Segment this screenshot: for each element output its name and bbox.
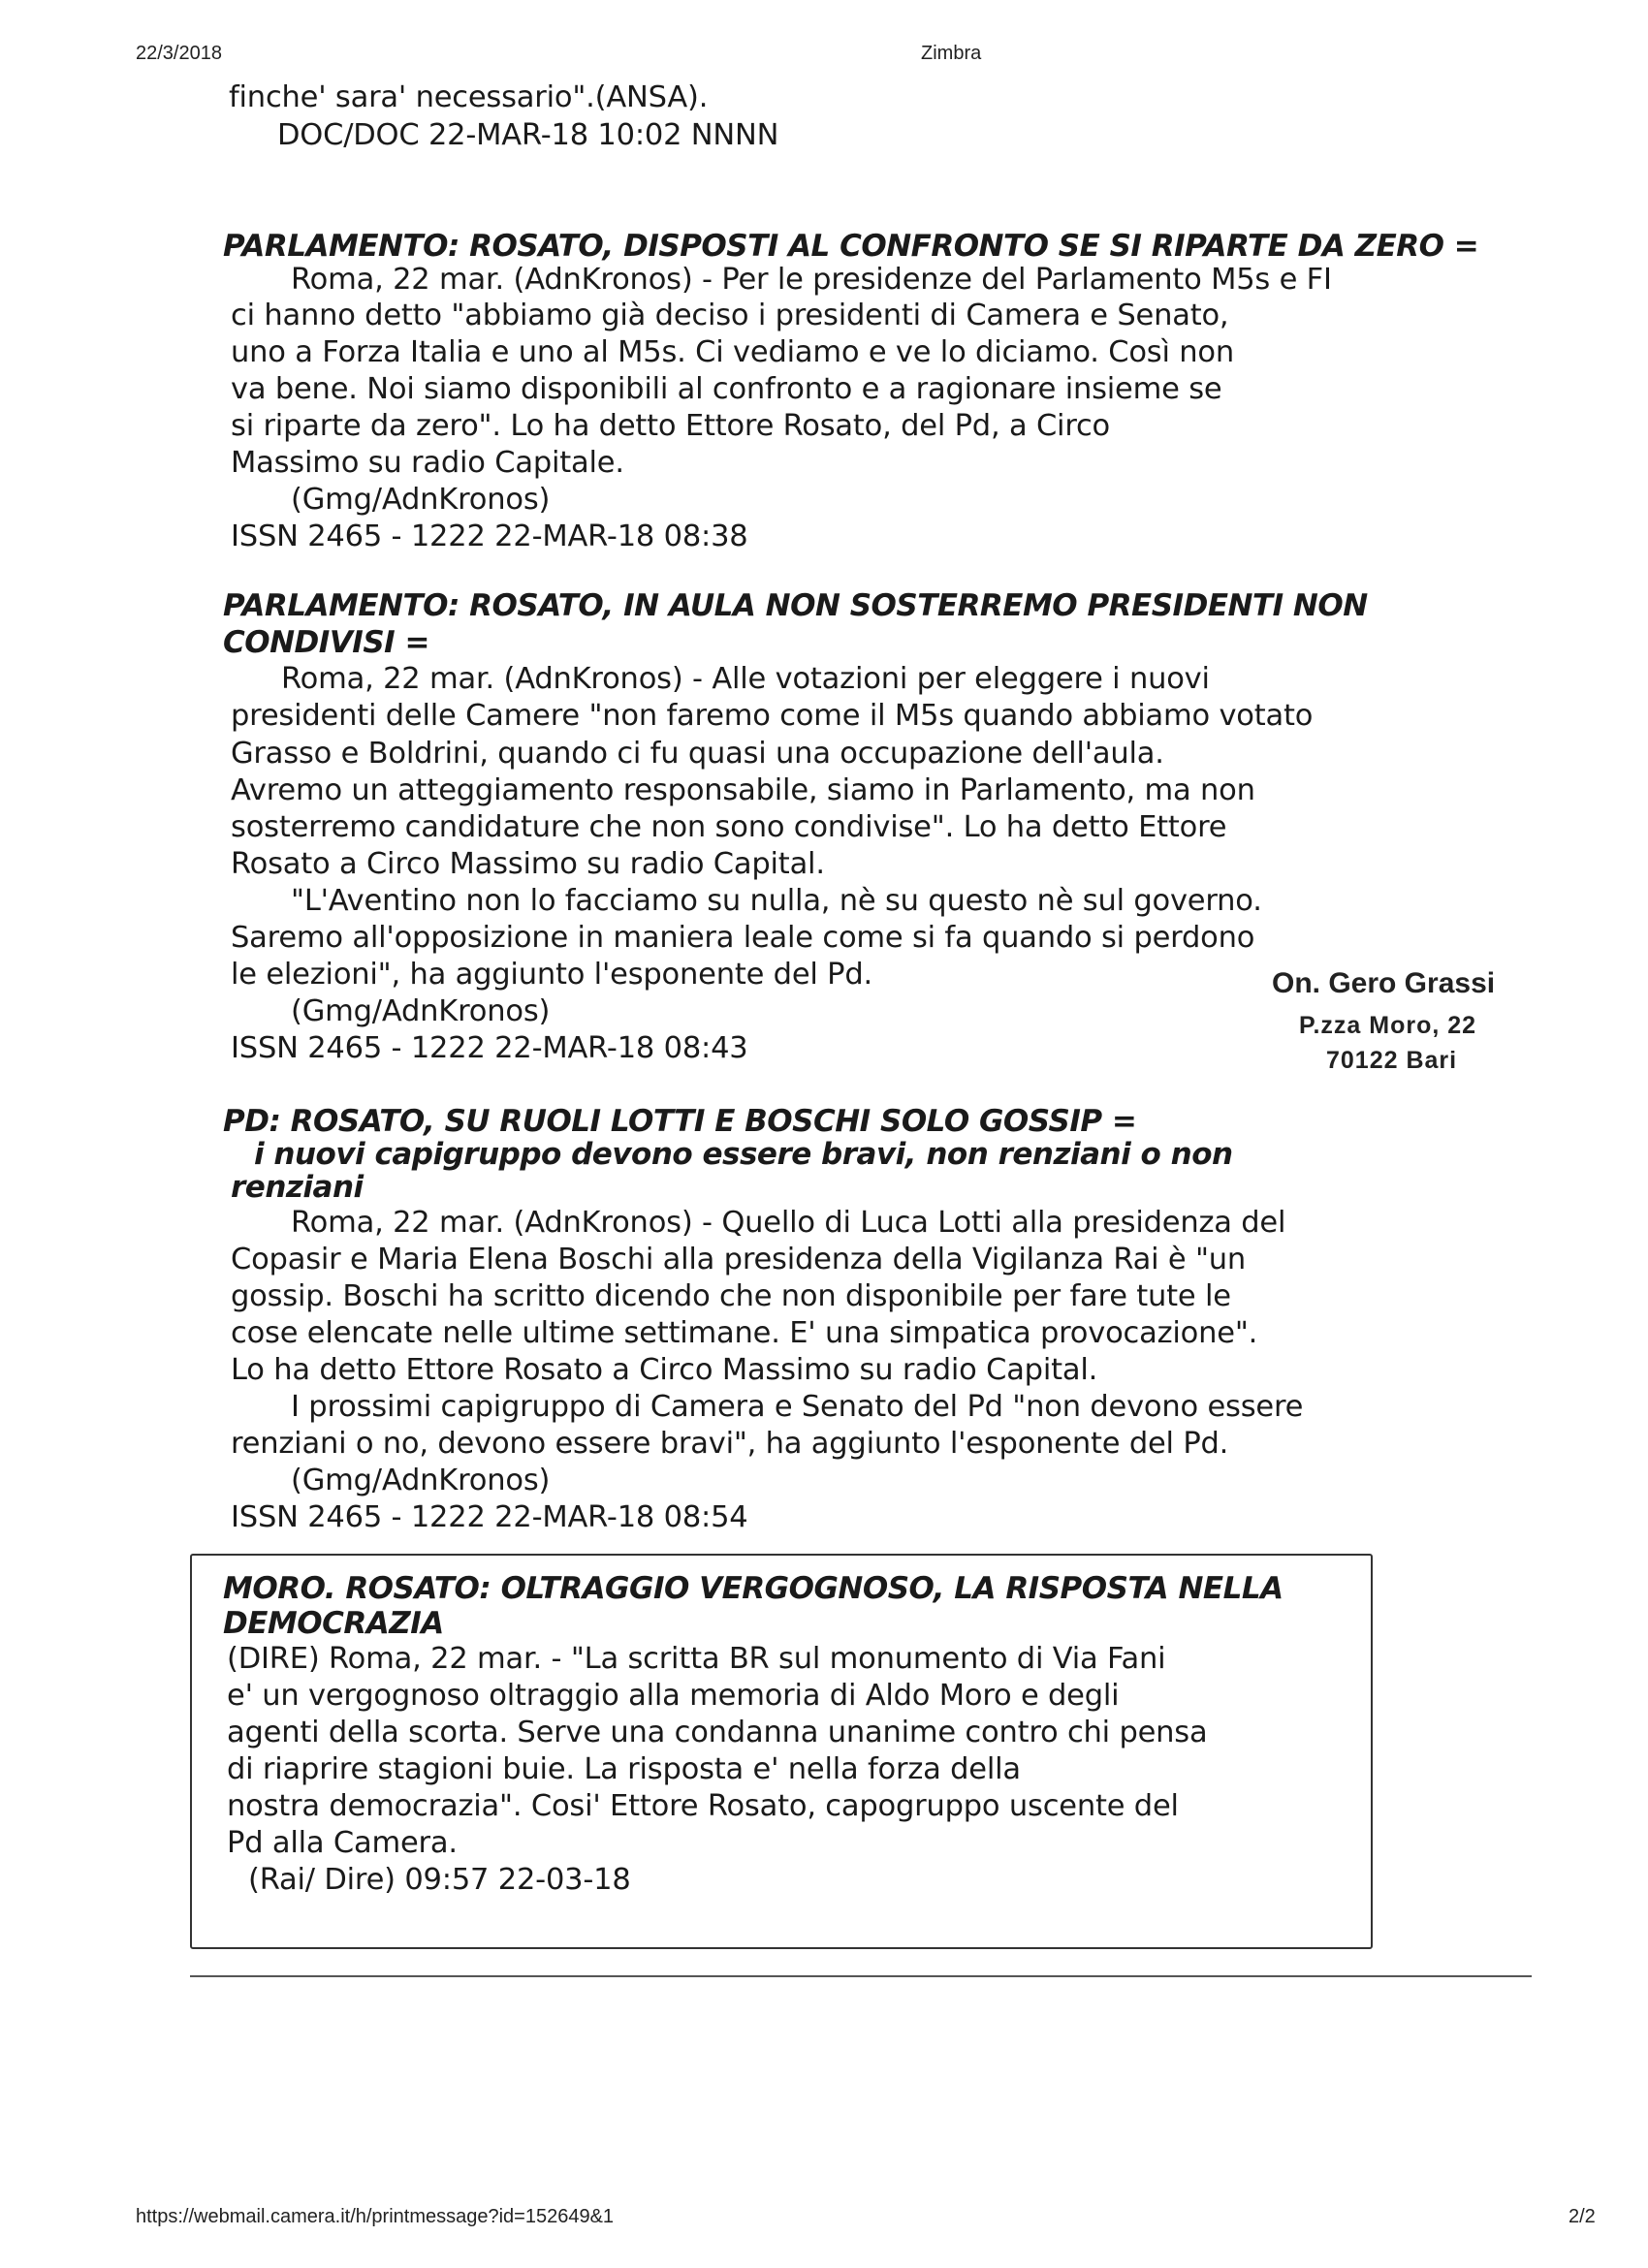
article-body-line: le elezioni", ha aggiunto l'esponente del Pd. bbox=[231, 958, 873, 992]
article-title: PARLAMENTO: ROSATO, DISPOSTI AL CONFRONTO SE SI RIPARTE DA ZERO = bbox=[223, 229, 1479, 264]
article-body-line: Massimo su radio Capitale. bbox=[231, 446, 624, 480]
print-date: 22/3/2018 bbox=[136, 43, 222, 64]
article-body-line: gossip. Boschi ha scritto dicendo che non disponibile per fare tute le bbox=[231, 1279, 1231, 1313]
article-body-line: Rosato a Circo Massimo su radio Capital. bbox=[231, 847, 825, 881]
article-body-line: Lo ha detto Ettore Rosato a Circo Massimo su radio Capital. bbox=[231, 1353, 1098, 1387]
article-body-line: Grasso e Boldrini, quando ci fu quasi una occupazione dell'aula. bbox=[231, 737, 1164, 771]
article-body-line: renziani o no, devono essere bravi", ha aggiunto l'esponente del Pd. bbox=[231, 1427, 1229, 1461]
article-body-line: (Gmg/AdnKronos) bbox=[291, 1464, 551, 1497]
article-body-line: si riparte da zero". Lo ha detto Ettore Rosato, del Pd, a Circo bbox=[231, 409, 1111, 443]
article-body-line: Roma, 22 mar. (AdnKronos) - Per le presidenze del Parlamento M5s e FI bbox=[291, 263, 1332, 297]
article-body-line: Pd alla Camera. bbox=[227, 1826, 458, 1860]
intro-line: DOC/DOC 22-MAR-18 10:02 NNNN bbox=[277, 118, 779, 152]
article-body-line: Copasir e Maria Elena Boschi alla presidenza della Vigilanza Rai è "un bbox=[231, 1243, 1247, 1276]
article-body-line: (Gmg/AdnKronos) bbox=[291, 483, 551, 517]
article-body-line: (DIRE) Roma, 22 mar. - "La scritta BR sul monumento di Via Fani bbox=[227, 1642, 1166, 1676]
article-body-line: ISSN 2465 - 1222 22-MAR-18 08:38 bbox=[231, 520, 748, 553]
address-stamp-city: 70122 Bari bbox=[1326, 1047, 1458, 1074]
print-app-name: Zimbra bbox=[921, 43, 982, 64]
intro-line: finche' sara' necessario".(ANSA). bbox=[229, 80, 709, 114]
article-title: MORO. ROSATO: OLTRAGGIO VERGOGNOSO, LA RISPOSTA NELLA bbox=[223, 1571, 1284, 1606]
article-title: DEMOCRAZIA bbox=[223, 1606, 444, 1641]
address-stamp-street: P.zza Moro, 22 bbox=[1299, 1012, 1477, 1039]
article-body-line: Saremo all'opposizione in maniera leale come si fa quando si perdono bbox=[231, 921, 1255, 955]
print-url: https://webmail.camera.it/h/printmessage?id=152649&1 bbox=[136, 2206, 615, 2227]
article-body-line: I prossimi capigruppo di Camera e Senato del Pd "non devono essere bbox=[291, 1390, 1304, 1424]
article-body-line: e' un vergognoso oltraggio alla memoria di Aldo Moro e degli bbox=[227, 1679, 1120, 1713]
article-body-line: Roma, 22 mar. (AdnKronos) - Alle votazioni per eleggere i nuovi bbox=[281, 662, 1210, 696]
address-stamp-name: On. Gero Grassi bbox=[1272, 967, 1496, 999]
page-number: 2/2 bbox=[1569, 2206, 1596, 2227]
article-body-line: Roma, 22 mar. (AdnKronos) - Quello di Luca Lotti alla presidenza del bbox=[291, 1206, 1286, 1240]
article-body-line: uno a Forza Italia e uno al M5s. Ci vediamo e ve lo diciamo. Così non bbox=[231, 335, 1234, 369]
article-body-line: nostra democrazia". Cosi' Ettore Rosato, capogruppo uscente del bbox=[227, 1789, 1179, 1823]
article-body-line: Avremo un atteggiamento responsabile, siamo in Parlamento, ma non bbox=[231, 773, 1255, 807]
article-body-line: va bene. Noi siamo disponibili al confronto e a ragionare insieme se bbox=[231, 372, 1222, 406]
article-title: PD: ROSATO, SU RUOLI LOTTI E BOSCHI SOLO GOSSIP = bbox=[223, 1104, 1137, 1139]
article-title: CONDIVISI = bbox=[223, 625, 429, 660]
article-body-line: (Rai/ Dire) 09:57 22-03-18 bbox=[248, 1863, 631, 1897]
article-subtitle: renziani bbox=[231, 1170, 364, 1205]
article-body-line: ci hanno detto "abbiamo già deciso i presidenti di Camera e Senato, bbox=[231, 299, 1229, 332]
article-body-line: di riaprire stagioni buie. La risposta e' nella forza della bbox=[227, 1752, 1021, 1786]
separator-line bbox=[190, 1975, 1532, 1977]
article-body-line: "L'Aventino non lo facciamo su nulla, nè su questo nè sul governo. bbox=[291, 884, 1262, 918]
article-body-line: presidenti delle Camere "non faremo come il M5s quando abbiamo votato bbox=[231, 699, 1314, 733]
article-body-line: ISSN 2465 - 1222 22-MAR-18 08:43 bbox=[231, 1031, 748, 1065]
article-body-line: agenti della scorta. Serve una condanna unanime contro chi pensa bbox=[227, 1716, 1208, 1749]
article-subtitle: i nuovi capigruppo devono essere bravi, non renziani o non bbox=[254, 1137, 1233, 1172]
article-body-line: ISSN 2465 - 1222 22-MAR-18 08:54 bbox=[231, 1500, 748, 1534]
article-body-line: (Gmg/AdnKronos) bbox=[291, 994, 551, 1028]
article-body-line: sosterremo candidature che non sono condivise". Lo ha detto Ettore bbox=[231, 810, 1227, 844]
article-body-line: cose elencate nelle ultime settimane. E' una simpatica provocazione". bbox=[231, 1316, 1258, 1350]
article-title: PARLAMENTO: ROSATO, IN AULA NON SOSTERREMO PRESIDENTI NON bbox=[223, 588, 1368, 623]
